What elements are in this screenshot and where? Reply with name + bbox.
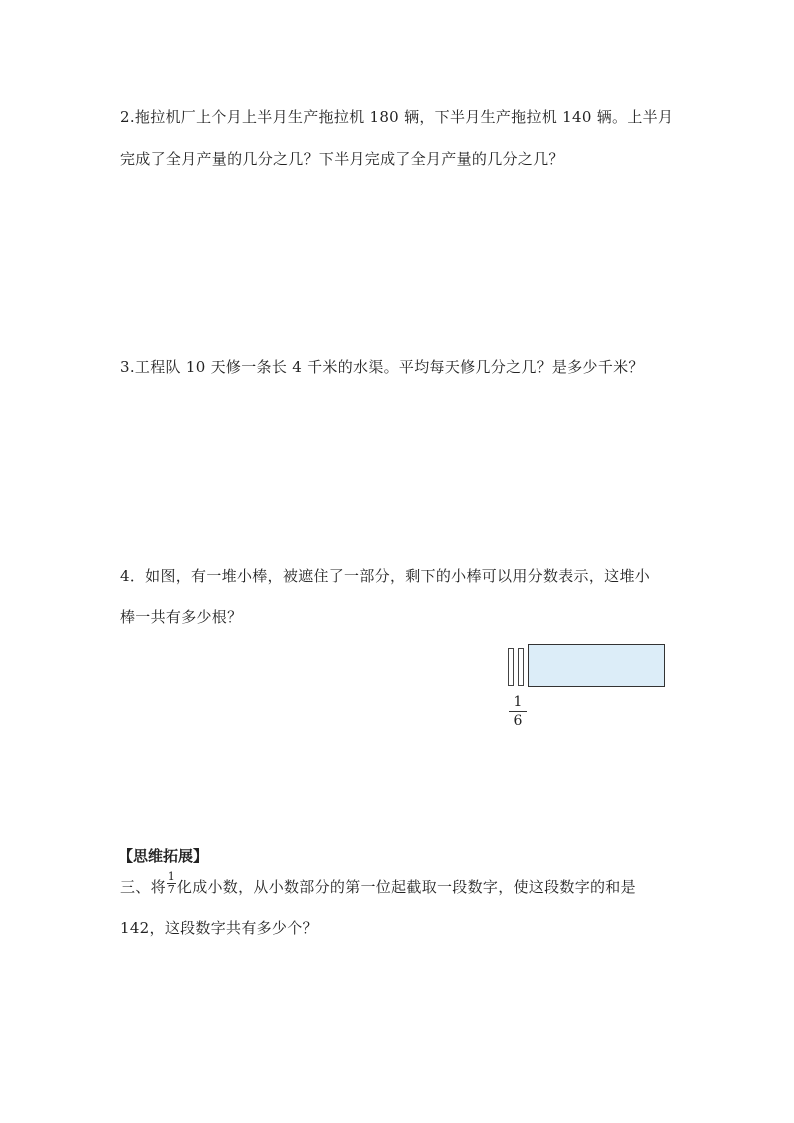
inline-fraction-numerator: 1 [167,869,176,883]
section-q-prefix: 三、将 [120,878,166,896]
cover-box [528,644,665,687]
q2-line-2: 完成了全月产量的几分之几？下半月完成了全月产量的几分之几？ [120,150,564,168]
section-q-line-1 [120,869,636,897]
fraction-numerator: 1 [513,694,523,710]
fraction-bar [509,711,527,712]
q2-line-1: 2.拖拉机厂上个月上半月生产拖拉机 180 辆，下半月生产拖拉机 140 辆。上半月 [120,108,674,126]
section-q-line-2: 142，这段数字共有多少个？ [120,919,318,937]
fraction-label [509,694,527,729]
inline-fraction [167,871,176,896]
stick-1 [508,648,514,686]
q4-line-2: 棒一共有多少根？ [120,608,243,626]
q3-line-1: 3.工程队 10 天修一条长 4 千米的水渠。平均每天修几分之几？是多少千米？ [120,358,644,376]
section-heading: 【思维拓展】 [118,847,209,865]
q4-line-1: 4．如图，有一堆小棒，被遮住了一部分，剩下的小棒可以用分数表示，这堆小 [120,567,651,585]
section-q-suffix: 化成小数，从小数部分的第一位起截取一段数字，使这段数字的和是 [176,878,636,896]
inline-fraction-denominator: 7 [167,882,176,896]
fraction-denominator: 6 [513,713,523,729]
sticks-figure [507,644,667,739]
stick-2 [518,648,524,686]
